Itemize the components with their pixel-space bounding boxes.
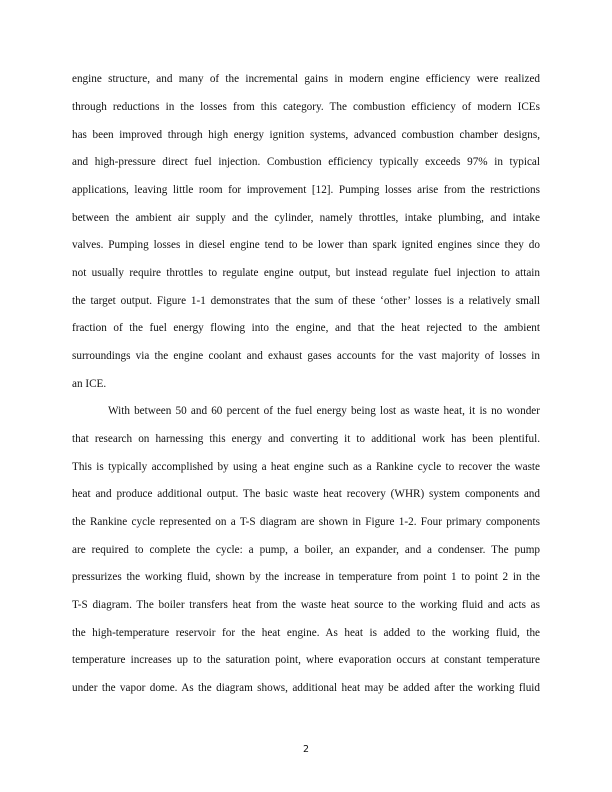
text-line: engine structure, and many of the incremental gains in modern engine efficiency were realized <box>72 73 540 85</box>
text-line: temperature increases up to the saturation point, where evaporation occurs at constant temperature <box>72 654 540 666</box>
text-line: valves. Pumping losses in diesel engine tend to be lower than spark ignited engines since they do <box>72 239 540 251</box>
text-line: the target output. Figure 1-1 demonstrates that the sum of these ‘other’ losses is a relatively small <box>72 295 540 307</box>
text-line: T-S diagram. The boiler transfers heat from the waste heat source to the working fluid and acts as <box>72 599 540 611</box>
text-line: are required to complete the cycle: a pump, a boiler, an expander, and a condenser. The pump <box>72 544 540 556</box>
text-line: This is typically accomplished by using a heat engine such as a Rankine cycle to recover the waste <box>72 461 540 473</box>
text-line: With between 50 and 60 percent of the fuel energy being lost as waste heat, it is no wonder <box>108 405 540 417</box>
text-line: through reductions in the losses from this category. The combustion efficiency of modern ICEs <box>72 101 540 113</box>
text-line: the high-temperature reservoir for the heat engine. As heat is added to the working fluid, the <box>72 627 540 639</box>
page-number: 2 <box>302 744 310 755</box>
text-line: between the ambient air supply and the cylinder, namely throttles, intake plumbing, and intake <box>72 212 540 224</box>
text-line: not usually require throttles to regulate engine output, but instead regulate fuel injection to attain <box>72 267 540 279</box>
text-line: fraction of the fuel energy flowing into the engine, and that the heat rejected to the ambient <box>72 322 540 334</box>
text-line: applications, leaving little room for improvement [12]. Pumping losses arise from the restrictions <box>72 184 540 196</box>
text-line: surroundings via the engine coolant and exhaust gases accounts for the vast majority of losses in <box>72 350 540 362</box>
text-line: that research on harnessing this energy and converting it to additional work has been plentiful. <box>72 433 540 445</box>
text-line: the Rankine cycle represented on a T-S diagram are shown in Figure 1-2. Four primary components <box>72 516 540 528</box>
text-line: an ICE. <box>72 378 107 390</box>
text-line: under the vapor dome. As the diagram shows, additional heat may be added after the working fluid <box>72 682 540 694</box>
text-line: has been improved through high energy ignition systems, advanced combustion chamber designs, <box>72 129 540 141</box>
text-line: heat and produce additional output. The basic waste heat recovery (WHR) system components and <box>72 488 540 500</box>
text-line: pressurizes the working fluid, shown by the increase in temperature from point 1 to point 2 in the <box>72 571 540 583</box>
text-line: and high-pressure direct fuel injection. Combustion efficiency typically exceeds 97% in typical <box>72 156 540 168</box>
